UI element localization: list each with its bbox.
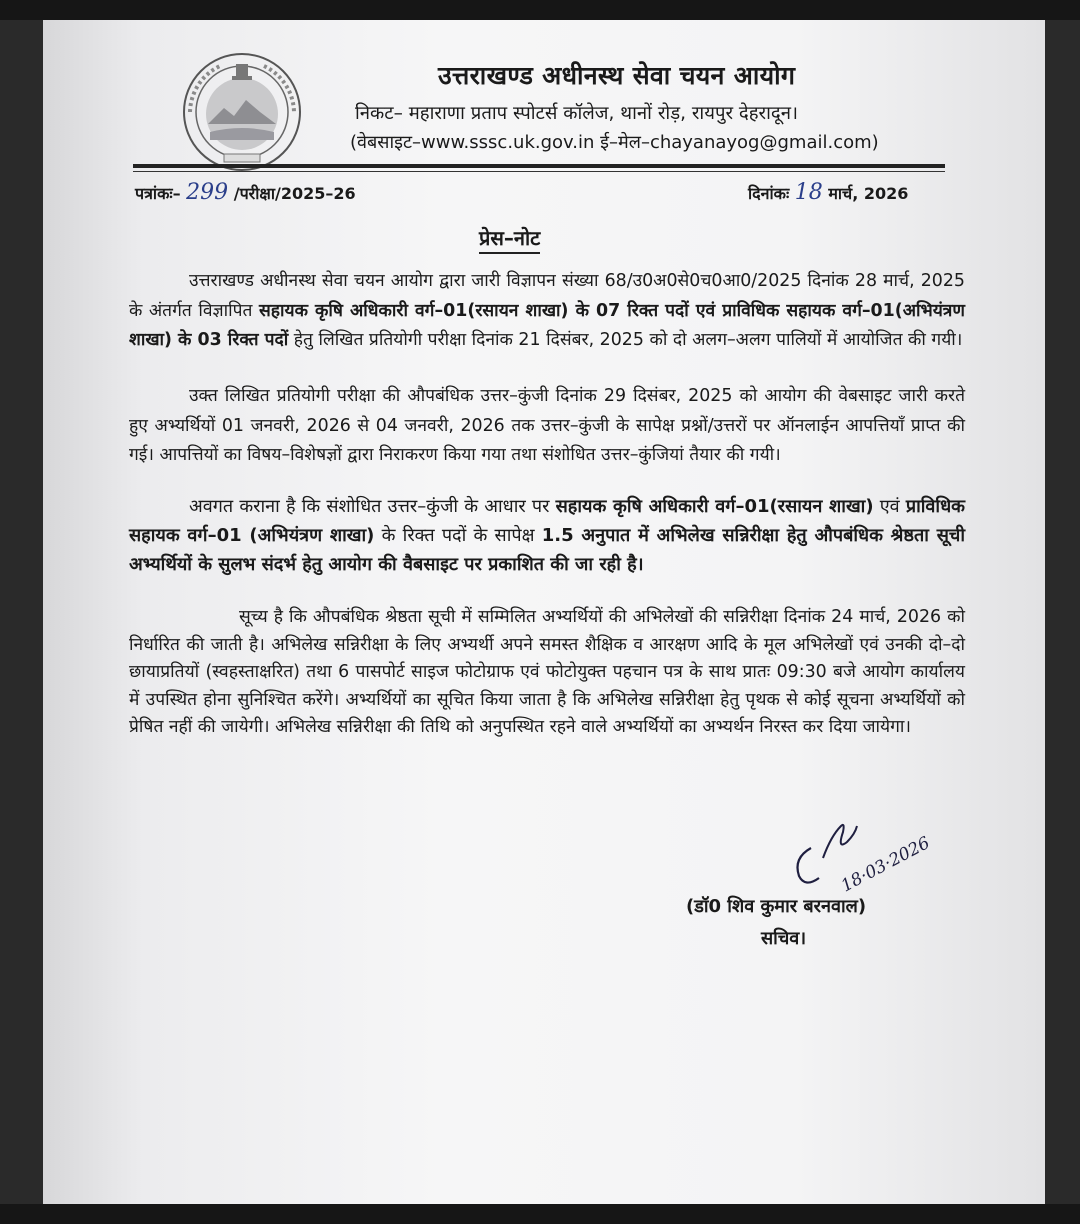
header-divider-thin xyxy=(133,171,945,172)
date-month-year: मार्च, 2026 xyxy=(828,184,909,203)
para3-bold-2: प्राविधिक सहायक वर्ग–01 (अभियंत्रण शाखा) xyxy=(129,496,965,546)
emblem-seal-icon xyxy=(180,50,304,174)
signatory-name: (डॉ0 शिव कुमार बरनवाल) xyxy=(686,896,867,917)
para1-bold-posts: सहायक कृषि अधिकारी वर्ग–01(रसायन शाखा) के 07 रिक्त पदों एवं प्राविधिक सहायक वर्ग–01(अभियंत्रण शाखा) के 03 रिक्त पदों xyxy=(129,300,965,350)
paragraph-4: सूच्य है कि औपबंधिक श्रेष्ठता सूची में सम्मिलित अभ्यर्थियों की अभिलेखों की सन्निरीक्षा दिनांक 24 मार्च, 2026 को निर्धारित की जाती है। अभिलेख सन्निरीक्षा के लिए अभ्यर्थी अपने समस्त शैक्षिक व आरक्षण आदि के मूल अभिलेखों एवं उनकी दो–दो छायाप्रतियों (स्वहस्ताक्षरित) तथा 6 पासपोर्ट साइज फोटोग्राफ एवं फोटोयुक्त पहचान पत्र के साथ प्रातः 09:30 बजे आयोग कार्यालय में उपस्थित होना सुनिश्चित करेंगे। अभ्यर्थियों का सूचित किया जाता है कि अभिलेख सन्निरीक्षा हेतु पृथक से कोई सूचना अभ्यर्थियों को प्रेषित नहीं की जायेगी। अभिलेख सन्निरीक्षा की तिथि को अनुपस्थित रहने वाले अभ्यर्थियों का अभ्यर्थन निरस्त कर दिया जायेगा। xyxy=(129,607,965,738)
organization-contact: (वेबसाइट–www.sssc.uk.gov.in ई–मेल–chayanayog@gmail.com) xyxy=(350,132,879,153)
date-handwritten-day: 18 xyxy=(794,180,823,205)
reference-suffix: /परीक्षा/2025–26 xyxy=(233,184,356,203)
date-label: दिनांकः xyxy=(748,184,790,203)
document-title: प्रेस–नोट xyxy=(479,224,540,254)
reference-handwritten-number: 299 xyxy=(186,180,229,205)
svg-text:18·03·2026: 18·03·2026 xyxy=(837,833,934,897)
header-divider xyxy=(133,164,945,168)
para3-bold-3: 1.5 अनुपात में अभिलेख सन्निरीक्षा हेतु औपबंधिक श्रेष्ठता सूची अभ्यर्थियों के सुलभ संदर्भ हेतु आयोग की वैबसाइट पर प्रकाशित की जा रही है। xyxy=(129,525,965,575)
para1-text-2: हेतु लिखित प्रतियोगी परीक्षा दिनांक 21 दिसंबर, 2025 को दो अलग–अलग पालियों में आयोजित की गयी। xyxy=(288,330,963,350)
document-page xyxy=(43,20,1045,1204)
reference-number xyxy=(135,180,356,205)
document-date xyxy=(748,180,908,205)
handwritten-signature xyxy=(785,796,955,906)
paragraph-1 xyxy=(129,267,965,356)
paragraph-3 xyxy=(129,492,965,579)
organization-name: उत्तराखण्ड अधीनस्थ सेवा चयन आयोग xyxy=(438,61,796,90)
top-border xyxy=(0,0,1080,20)
organization-address: निकट– महाराणा प्रताप स्पोटर्स कॉलेज, थानों रोड़, रायपुर देहरादून। xyxy=(355,103,799,124)
para3-text-3: के रिक्त पदों के सापेक्ष xyxy=(374,525,542,546)
reference-prefix: पत्रांकः– xyxy=(135,184,181,203)
para3-bold-1: सहायक कृषि अधिकारी वर्ग–01(रसायन शाखा) xyxy=(555,496,874,517)
signatory-designation: सचिव। xyxy=(761,928,807,949)
paragraph-2: उक्त लिखित प्रतियोगी परीक्षा की औपबंधिक उत्तर–कुंजी दिनांक 29 दिसंबर, 2025 को आयोग की वेबसाइट जारी करते हुए अभ्यर्थियों 01 जनवरी, 2026 से 04 जनवरी, 2026 तक उत्तर–कुंजी के सापेक्ष प्रश्नों/उत्तरों पर ऑनलाईन आपत्तियाँ प्राप्त की गई। आपत्तियों का विषय–विशेषज्ञों द्वारा निराकरण किया गया तथा संशोधित उत्तर–कुंजियां तैयार की गयी। xyxy=(129,386,965,465)
para3-text-2: एवं xyxy=(873,496,906,517)
bottom-border xyxy=(0,1204,1080,1224)
para3-text-1: अवगत कराना है कि संशोधित उत्तर–कुंजी के आधार पर xyxy=(189,496,556,517)
para1-text-1: उत्तराखण्ड अधीनस्थ सेवा चयन आयोग द्वारा जारी विज्ञापन संख्या 68/उ0अ0से0च0आ0/2025 दिनांक 28 मार्च, 2025 के अंतर्गत विज्ञापित xyxy=(129,271,965,321)
